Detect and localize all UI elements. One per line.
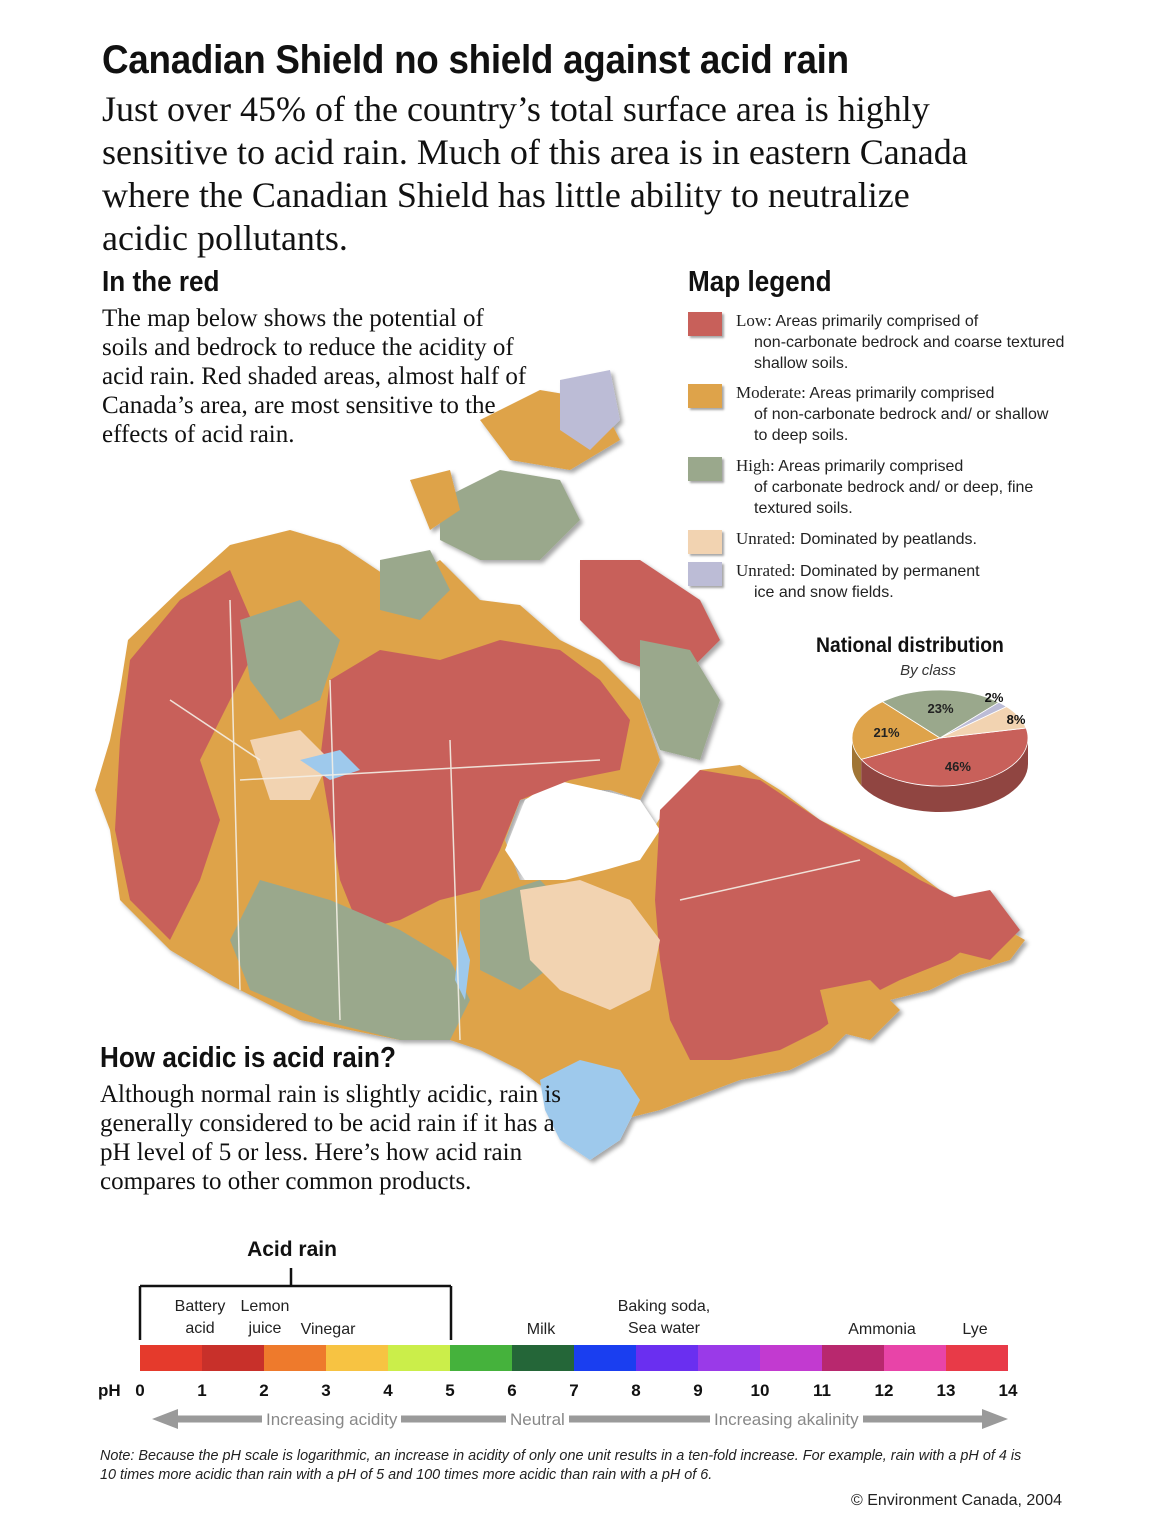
ph-segment [574,1345,636,1371]
legend-desc-rest: of non-carbonate bedrock and/ or shallow to deep soils. [754,406,1049,444]
pie-label: 21% [873,725,900,741]
ph-number: 1 [197,1381,207,1400]
distribution-subtitle: By class [900,662,956,679]
distribution-pie-chart [820,680,1060,840]
ph-segment [822,1345,884,1371]
ph-color-bar [140,1345,1008,1371]
lede-paragraph: Just over 45% of the country’s total surface area is highly sensitive to acid rain. Much of this area is in eastern Canada where the Canadian Shield has little ability to neutralize acidic pollutants. [102,89,968,258]
legend-desc-rest: non-carbonate bedrock and coarse textured shallow soils. [754,334,1065,372]
ph-number: 14 [998,1381,1018,1400]
ph-segment [512,1345,574,1371]
product-baking-soda: Baking soda, Sea water [617,1298,711,1337]
acid-rain-bracket-label: Acid rain [247,1238,337,1261]
ph-number: 10 [750,1381,770,1400]
ph-number: 0 [135,1381,145,1400]
distribution-title: National distribution [816,634,1004,657]
in-the-red-text: The map below shows the potential of soils and bedrock to reduce the acidity of acid rain. Red shaded areas, almost half of Canada’s area, are most sensitive to the effects of acid rain. [102,305,527,448]
ph-number: 3 [321,1381,331,1400]
pie-label: 23% [927,701,954,717]
arrow-neutral: Neutral [506,1410,569,1430]
arrow-increasing-alkalinity: Increasing akalinity [710,1410,863,1430]
product-lye: Lye [962,1321,988,1338]
ph-number: 6 [507,1381,517,1400]
ph-segment [450,1345,512,1371]
ph-number: 11 [813,1381,831,1400]
product-milk: Milk [526,1321,556,1338]
ph-axis-label: pH [98,1381,121,1400]
page-title: Canadian Shield no shield against acid rain [102,38,849,82]
ph-segment [636,1345,698,1371]
ph-segment [264,1345,326,1371]
credit: © Environment Canada, 2004 [850,1492,1062,1509]
ph-number: 2 [259,1381,269,1400]
acidic-heading: How acidic is acid rain? [100,1042,396,1074]
legend-swatch [688,530,722,554]
ph-segment [388,1345,450,1371]
product-vinegar: Vinegar [300,1321,356,1338]
ph-number: 8 [631,1381,641,1400]
legend-desc: Areas primarily comprised [778,458,964,475]
map-legend-heading: Map legend [688,266,832,298]
ph-segment [202,1345,264,1371]
pie-label: 46% [944,759,971,775]
legend-swatch [688,312,722,336]
ph-direction-arrows [0,1405,1156,1435]
legend-class: High: [736,456,775,475]
pie-label: 2% [984,690,1004,705]
arctic-island-1 [440,470,580,560]
ph-number: 13 [936,1381,956,1400]
ph-segment [760,1345,822,1371]
legend-class: Unrated: [736,529,796,548]
ph-segment [140,1345,202,1371]
product-lemon-juice: Lemon juice [240,1298,290,1337]
legend-class: Low: [736,311,772,330]
pie-label: 8% [1006,712,1026,727]
legend-desc-rest: of carbonate bedrock and/ or deep, fine textured soils. [754,479,1034,517]
legend-class: Unrated: [736,561,796,580]
ph-segment [326,1345,388,1371]
ph-number: 12 [874,1381,894,1400]
ph-number: 4 [383,1381,393,1400]
arrow-increasing-acidity: Increasing acidity [262,1410,401,1430]
product-ammonia: Ammonia [848,1321,916,1338]
ph-number: 9 [693,1381,703,1400]
in-the-red-heading: In the red [102,266,220,298]
legend-desc: Areas primarily comprised of [775,313,979,330]
ph-segment [946,1345,1008,1371]
legend-desc-rest: ice and snow fields. [754,584,894,601]
product-battery-acid: Battery acid [174,1298,226,1337]
ph-segment [884,1345,946,1371]
ph-number: 7 [569,1381,579,1400]
legend-swatch [688,457,722,481]
ph-segment [698,1345,760,1371]
legend-swatch [688,562,722,586]
legend-class: Moderate: [736,383,806,402]
legend-swatch [688,384,722,408]
acidic-text: Although normal rain is slightly acidic, rain is generally considered to be acid rain if it has a pH level of 5 or less. Here’s how acid rain compares to other common products. [100,1081,562,1195]
legend-desc: Areas primarily comprised [809,385,995,402]
legend-desc: Dominated by peatlands. [799,531,977,548]
footnote: Note: Because the pH scale is logarithmic, an increase in acidity of only one unit results in a ten-fold increase. For example, rain with a pH of 4 is 10 times more acidic than rain with a pH of 5 and 100 times more acidic than rain with a pH of 6. [100,1447,1022,1483]
legend-desc: Dominated by permanent [799,563,980,580]
ph-number: 5 [445,1381,455,1400]
